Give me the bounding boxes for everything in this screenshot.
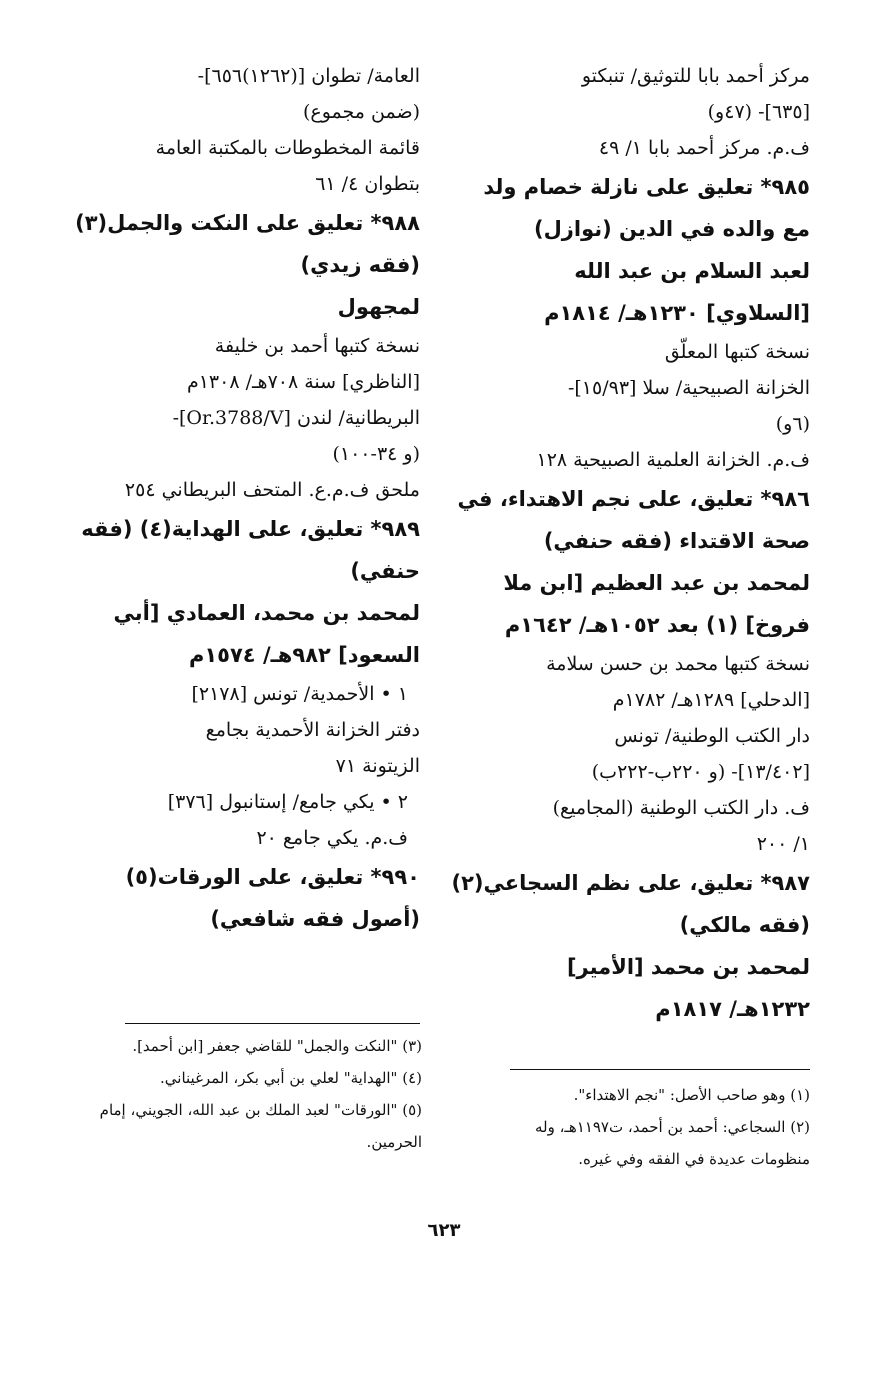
footnote-separator-left [125, 1023, 420, 1024]
entry-detail-line: [الدحلي] ١٢٨٩هـ/ ١٧٨٢م [612, 689, 810, 711]
entry-heading-line: ١٢٣٢هـ/ ١٨١٧م [655, 997, 810, 1021]
entry-detail-line: ١ • الأحمدية/ تونس [٢١٧٨] [191, 683, 408, 705]
entry-heading-line: [السلاوي] ١٢٣٠هـ/ ١٨١٤م [544, 301, 810, 325]
footnote-line: (١) وهو صاحب الأصل: "نجم الاهتداء". [573, 1086, 810, 1104]
entry-heading-line: ٩٨٦* تعليق، على نجم الاهتداء، في [457, 487, 810, 511]
entry-detail-line: نسخة كتبها محمد بن حسن سلامة [546, 653, 810, 675]
footnote-line: (٣) "النكت والجمل" للقاضي جعفر [ابن أحمد]. [132, 1037, 422, 1055]
entry-heading-line: لمحمد بن محمد [الأمير] [566, 955, 810, 979]
entry-detail-line: الخزانة الصبيحية/ سلا [١٥/٩٣]- [567, 377, 810, 399]
footnote-separator-right [510, 1069, 810, 1070]
entry-heading-line: لمحمد بن عبد العظيم [ابن ملا [503, 571, 810, 595]
entry-detail-line: [٦٣٥]- (٤٧و) [707, 101, 810, 123]
entry-heading-line: حنفي) [350, 559, 420, 583]
entry-detail-line: بتطوان ٤/ ٦١ [315, 173, 420, 195]
entry-detail-line: البريطانية/ لندن [Or.3788/V]- [172, 407, 420, 429]
entry-heading-line: صحة الاقتداء (فقه حنفي) [543, 529, 810, 553]
entry-detail-line: الزيتونة ٧١ [335, 755, 420, 777]
entry-heading-line: ٩٩٠* تعليق، على الورقات(٥) [125, 865, 420, 889]
entry-heading-line: (أصول فقه شافعي) [210, 907, 420, 931]
entry-heading-line: لمحمد بن محمد، العمادي [أبي [113, 601, 420, 625]
entry-heading-line: ٩٨٧* تعليق، على نظم السجاعي(٢) [451, 871, 810, 895]
entry-detail-line: نسخة كتبها المعلّق [664, 341, 810, 363]
entry-detail-line: (و ٣٤-١٠٠) [332, 443, 420, 465]
entry-detail-line: دفتر الخزانة الأحمدية بجامع [205, 719, 420, 741]
entry-heading-line: لعبد السلام بن عبد الله [574, 259, 810, 283]
entry-detail-line: قائمة المخطوطات بالمكتبة العامة [155, 137, 420, 159]
footnote-line: منظومات عديدة في الفقه وفي غيره. [578, 1150, 810, 1168]
footnotes-right [470, 1079, 810, 1175]
entry-detail-line: [١٣/٤٠٢]- (و ٢٢٠ب-٢٢٢ب) [591, 761, 810, 783]
entry-detail-line: ف.م. مركز أحمد بابا ١/ ٤٩ [598, 137, 810, 159]
entry-heading-line: فروخ] (١) بعد ١٠٥٢هـ/ ١٦٤٢م [504, 613, 810, 637]
entry-heading-line: ٩٨٨* تعليق على النكت والجمل(٣) [75, 211, 420, 235]
footnote-line: الحرمين. [366, 1133, 422, 1151]
entry-heading-line: ٩٨٩* تعليق، على الهداية(٤) (فقه [81, 517, 420, 541]
entry-heading-line: (فقه مالكي) [679, 913, 810, 937]
right-column [451, 58, 810, 1030]
footnote-line: (٢) السجاعي: أحمد بن أحمد، ت١١٩٧هـ، وله [534, 1118, 810, 1136]
entry-detail-line: دار الكتب الوطنية/ تونس [614, 725, 810, 747]
entry-detail-line: [الناظري] سنة ٧٠٨هـ/ ١٣٠٨م [186, 371, 420, 393]
entry-heading-line: مع والده في الدين (نوازل) [533, 217, 810, 241]
entry-heading-line: (فقه زيدي) [300, 253, 420, 277]
footnotes-left [92, 1030, 422, 1158]
entry-detail-line: ١/ ٢٠٠ [756, 833, 810, 855]
entry-detail-line: العامة/ تطوان [(١٢٦٢)٦٥٦]- [197, 65, 420, 87]
footnote-line: (٤) "الهداية" لعلي بن أبي بكر، المرغيناني. [160, 1069, 422, 1087]
entry-detail-line: (٦و) [775, 413, 810, 435]
entry-detail-line: نسخة كتبها أحمد بن خليفة [214, 335, 420, 357]
entry-detail-line: مركز أحمد بابا للتوثيق/ تنبكتو [581, 65, 810, 87]
footnote-line: (٥) "الورقات" لعبد الملك بن عبد الله، الجويني، إمام [99, 1101, 422, 1119]
left-column [75, 58, 420, 940]
entry-heading-line: لمجهول [337, 295, 420, 319]
entry-detail-line: (ضمن مجموع) [302, 101, 420, 123]
entry-detail-line: ٢ • يكي جامع/ إستانبول [٣٧٦] [167, 791, 408, 813]
entry-detail-line: ف.م. الخزانة العلمية الصبيحية ١٢٨ [536, 449, 810, 471]
entry-detail-line: ف. دار الكتب الوطنية (المجاميع) [552, 797, 810, 819]
entry-detail-line: ملحق ف.م.ع. المتحف البريطاني ٢٥٤ [124, 479, 420, 501]
entry-detail-line: ف.م. يكي جامع ٢٠ [256, 827, 408, 849]
page-number: ٦٢٣ [427, 1220, 461, 1241]
entry-heading-line: السعود] ٩٨٢هـ/ ١٥٧٤م [188, 643, 420, 667]
entry-heading-line: ٩٨٥* تعليق على نازلة خصام ولد [483, 175, 810, 199]
